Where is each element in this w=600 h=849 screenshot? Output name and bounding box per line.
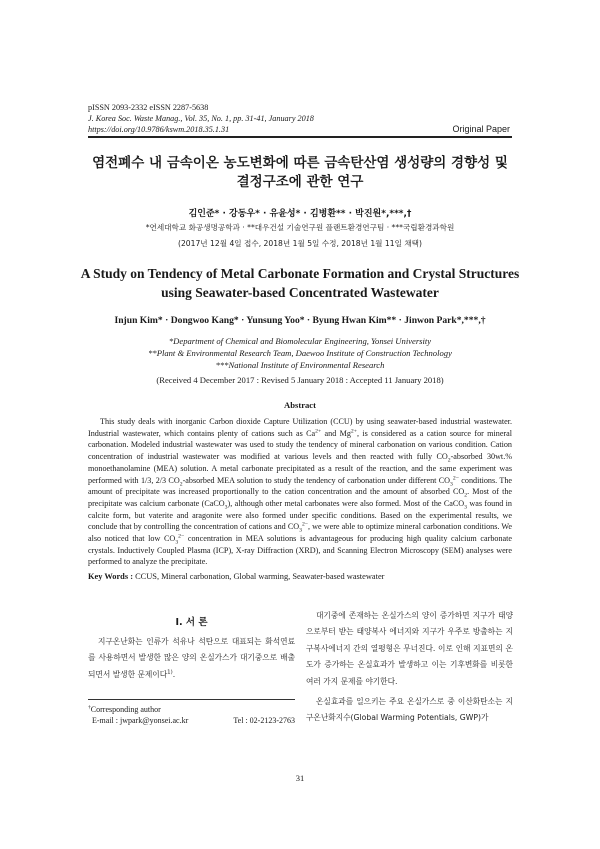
english-title <box>80 264 520 302</box>
korean-title-line2: 결정구조에 관한 연구 <box>236 174 364 190</box>
intro-left-column: 지구온난화는 인류가 석유나 석탄으로 대표되는 화석연료를 사용하면서 발생한 많은 양의 온실가스가 대기중으로 배출되면서 발생한 문제이다$^{1)}$. <box>88 637 295 679</box>
doi-line: https://doi.org/10.9786/kswm.2018.35.1.31 <box>88 125 230 134</box>
abstract-heading: Abstract <box>284 400 316 410</box>
intro-right-column <box>306 608 513 727</box>
footnote-tel: Tel : 02-2123-2763 <box>233 716 295 725</box>
english-dates: (Received 4 December 2017 : Revised 5 January 2018 : Accepted 11 January 2018) <box>156 375 444 385</box>
page-number: 31 <box>295 773 305 783</box>
affiliation-1: *Department of Chemical and Biomolecular Engineering, Yonsei University <box>168 336 432 346</box>
footnote-corresponding: †Corresponding author <box>88 704 161 714</box>
footnote-contact <box>88 715 295 726</box>
footnote-rule <box>88 699 295 700</box>
paper-type-label: Original Paper <box>452 124 510 134</box>
korean-affiliations: *연세대학교 화공생명공학과 · **대우건설 기술연구원 플랜트환경연구팀 · ***국립환경과학원 <box>145 223 455 232</box>
english-affiliations <box>80 335 520 371</box>
korean-title-line1: 염전폐수 내 금속이온 농도변화에 따른 금속탄산염 생성량의 경향성 및 <box>92 155 508 171</box>
intro-paragraph-1: 대기중에 존재하는 온실가스의 양이 증가하면 지구가 태양으로부터 받는 태양복사 에너지와 지구가 우주로 방출하는 지구복사에너지 간의 열평형은 무너진다. 이로 인해 지표면의 온도가 증가하는 온실효과가 발생하고 이는 기후변화를 비롯한 여러 가지 문제를 야기한다. <box>306 611 513 686</box>
english-authors: Injun Kim* · Dongwoo Kang* · Yunsung Yoo* · Byung Hwan Kim** · Jinwon Park*,***,† <box>114 315 486 326</box>
keywords <box>88 572 512 581</box>
affiliation-2: **Plant & Environmental Research Team, Daewoo Institute of Construction Technology <box>148 348 452 358</box>
korean-dates: (2017년 12월 4일 접수, 2018년 1월 5일 수정, 2018년 1월 11일 채택) <box>178 239 422 248</box>
affiliation-3: ***National Institute of Environmental Research <box>215 360 385 370</box>
citation-line: J. Korea Soc. Waste Manag., Vol. 35, No. 1, pp. 31-41, January 2018 <box>88 114 314 123</box>
korean-authors: 김인준* · 강동우* · 유윤성* · 김병환** · 박진원*,***,† <box>188 209 412 219</box>
english-title-line2: using Seawater-based Concentrated Wastewater <box>161 285 439 300</box>
intro-paragraph-2: 온실효과를 일으키는 주요 온실가스로 중 이산화탄소는 지구온난화지수(Global Warming Potentials, GWP)가 <box>306 697 513 723</box>
keywords-label: Key Words : <box>88 572 133 581</box>
korean-title <box>80 154 520 192</box>
english-title-line1: A Study on Tendency of Metal Carbonate Formation and Crystal Structures <box>80 266 520 281</box>
header-rule <box>88 136 512 138</box>
footnote-email: E-mail : jwpark@yonsei.ac.kr <box>92 716 189 725</box>
abstract-body: This study deals with inorganic Carbon dioxide Capture Utilization (CCU) by using seawater-based industrial wastewater. Industrial wastewater, which contains plenty of cations such as $Ca^{2+}$ and $Mg^{2+}$, is considered as a cation source for mineral carbonation. Modeled industrial wastewater was used to study the tendency of mineral carbonation on various condition. Cation concentration of industrial wastewater was modified at various levels and then reacted with fully $CO_2$-absorbed 30wt.% monoethanolamine (MEA) solution. A metal carbonate precipitated as a result of the reaction, and the same experiment was performed with 1/3, 2/3 $CO_2$-absorbed MEA solution to study the tendency of carbonation under different $CO_3^{2-}$ conditions. The amount of precipitate was increased proportionally to the cation concentration and the amount of absorbed $CO_2$. Most of the precipitate was calcium carbonate (CaCO$_3$), although other metal carbonates were also formed. Most of the CaCO$_3$ was found in calcite form, but vaterite and aragonite were also formed under specific conditions. Based on the experimental results, we conclude that by controlling the concentration of cations and $CO_3^{2-}$, we were able to optimize mineral carbonation conditions. We also noticed that low $CO_3^{2-}$ concentration in MEA solutions is advantageous for producing high quality calcium carbonate crystals. Inductively Coupled Plasma (ICP), X-ray Diffraction (XRD), and Scanning Electron Microscopy (SEM) analyses were performed to analyze the precipitate. <box>88 417 513 567</box>
issn-line: pISSN 2093-2332 eISSN 2287-5638 <box>88 103 209 112</box>
section-heading-introduction: I. 서 론 <box>175 617 208 628</box>
keywords-value: CCUS, Mineral carbonation, Global warming, Seawater-based wastewater <box>132 572 385 581</box>
